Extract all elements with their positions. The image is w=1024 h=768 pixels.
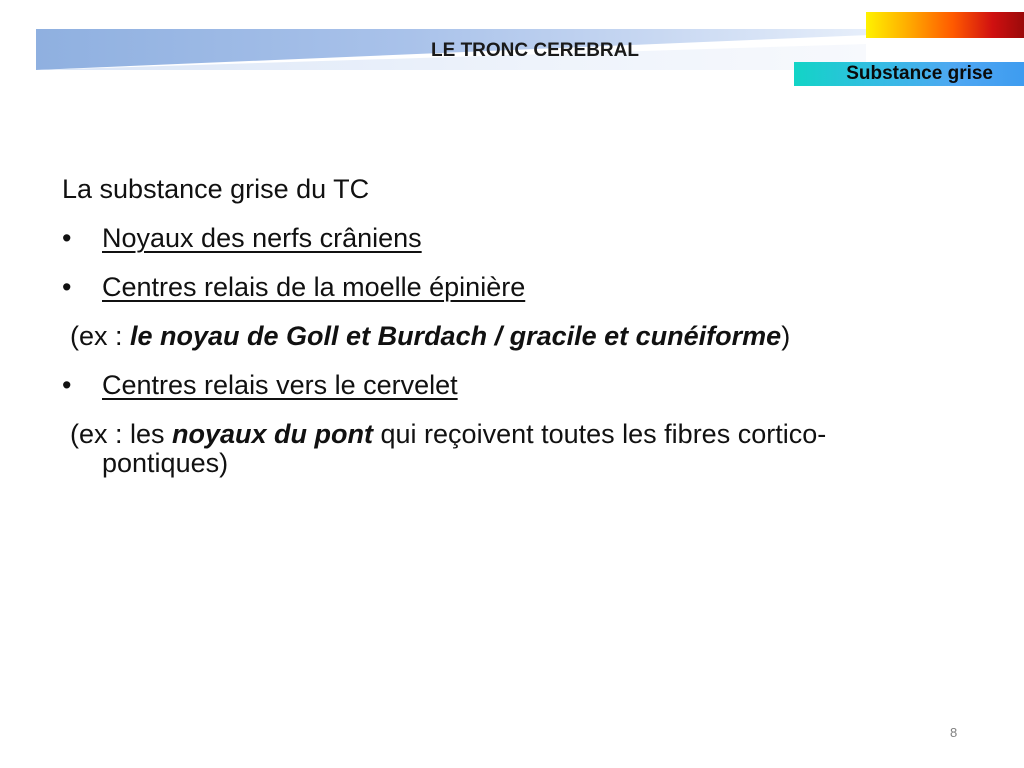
bullet-item-spinal-relay	[62, 263, 962, 312]
bullet-text: Centres relais de la moelle épinière	[102, 272, 526, 302]
example-suffix: qui reçoivent toutes les fibres cortico-	[373, 419, 827, 449]
intro-text: La substance grise du TC	[62, 174, 370, 204]
intro-line	[62, 165, 962, 214]
section-tag-label: Substance grise	[846, 63, 993, 84]
bullet-icon: •	[62, 370, 72, 400]
bullet-item-nerve-nuclei	[62, 214, 962, 263]
example-line-2-continuation	[62, 445, 962, 481]
bullet-text: Noyaux des nerfs crâniens	[102, 223, 422, 253]
bullet-icon: •	[62, 272, 72, 302]
corner-gradient-bar	[866, 12, 1024, 38]
example-continuation: pontiques)	[102, 448, 229, 478]
section-tag	[794, 62, 1024, 86]
example-emphasis: noyaux du pont	[172, 419, 374, 449]
bullet-icon: •	[62, 223, 72, 253]
slide-title: LE TRONC CEREBRAL	[431, 40, 639, 61]
slide-content	[62, 165, 962, 481]
example-prefix: (ex :	[70, 321, 131, 351]
example-suffix: )	[781, 321, 791, 351]
bullet-text: Centres relais vers le cervelet	[102, 370, 458, 400]
page-number: 8	[950, 725, 958, 740]
bullet-item-cerebellar-relay	[62, 361, 962, 410]
example-prefix: (ex : les	[70, 419, 173, 449]
example-emphasis: le noyau de Goll et Burdach / gracile et cunéiforme	[130, 321, 782, 351]
example-line-1	[62, 312, 962, 361]
